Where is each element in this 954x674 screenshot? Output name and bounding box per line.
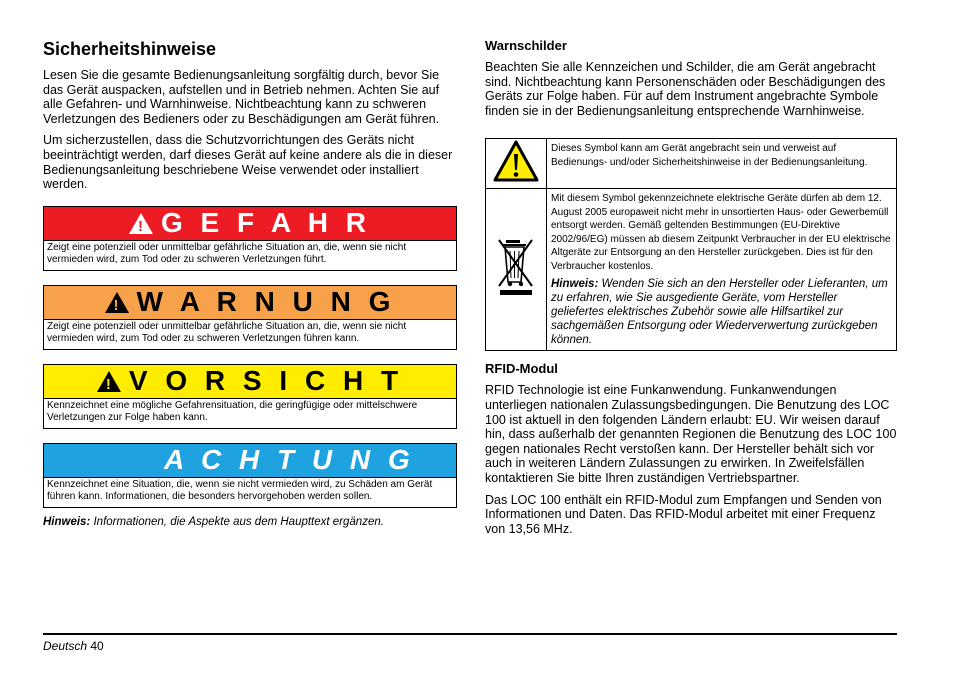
warning-symbol-description: Dieses Symbol kann am Gerät angebracht sein und verweist auf Bedienungs- und/oder Sicherheitshinweise in der Bedienungsanleitung. — [547, 139, 897, 189]
hazard-title-bar — [44, 207, 456, 240]
hazard-title-bar — [44, 286, 456, 319]
hazard-box — [43, 285, 457, 350]
hazard-description: Zeigt eine potenziell oder unmittelbar gefährliche Situation an, die, wenn sie nicht vermieden wird, zum Tod oder zu schweren Verletzungen führen kann. — [44, 319, 456, 349]
intro-paragraph: Lesen Sie die gesamte Bedienungsanleitung sorgfältig durch, bevor Sie das Gerät auspacken, aufstellen und in Betrieb nehmen. Achten Sie auf alle Gefahren- und Warnhinweise. Nichtbeachtung kann zu schweren Verletzungen des Bedieners oder zu Beschädigungen am Gerät führen. — [43, 68, 440, 126]
crossed-bin-icon — [496, 236, 536, 298]
warnschilder-paragraph: Beachten Sie alle Kennzeichen und Schilder, die am Gerät angebracht sind. Nichtbeachtung kann Personenschäden oder Beschädigungen des Geräts zur Folge haben. Für auf dem Instrument angebrachte Symbole finden sie in der Bedienungsanleitung entsprechende Warnhinweise. — [485, 60, 886, 118]
hazard-box — [43, 443, 457, 508]
table-row — [486, 189, 897, 351]
warning-triangle-icon: ! — [97, 371, 121, 392]
section-heading: Sicherheitshinweise — [43, 39, 217, 59]
weee-symbol-description — [547, 189, 897, 351]
hazard-description: Zeigt eine potenziell oder unmittelbar gefährliche Situation an, die, wenn sie nicht vermieden wird, zum Tod oder zu schweren Verletzungen führt. — [44, 240, 456, 270]
hazard-title: V O R S I C H T — [128, 365, 404, 397]
footer-page-number: 40 — [90, 639, 104, 653]
hazard-title-bar — [44, 444, 456, 477]
warnschilder-heading: Warnschilder — [485, 38, 567, 53]
symbol-table — [485, 138, 897, 351]
rfid-paragraph-2: Das LOC 100 enthält ein RFID-Modul zum Empfangen und Senden von Informationen und Daten. Das RFID-Modul arbeitet mit einer Frequenz von 13,56 MHz. — [485, 492, 882, 536]
weee-text: Mit diesem Symbol gekennzeichnete elektrische Geräte dürfen ab dem 12. August 2005 europaweit nicht mehr in unsortierten Haus- oder Gewerbemüll entsorgt werden. Gemäß geltenden Bestimmungen (EU-Direktive 2002/96/EG) müssen ab diesem Zeitpunkt Verbraucher in der EU elektrische Altgeräte zur Entsorgung an den Hersteller zurückgeben. Dies ist für den Verbraucher kostenlos. — [551, 193, 891, 272]
note-label: Hinweis: — [43, 515, 91, 528]
weee-symbol-cell — [486, 189, 547, 351]
warning-triangle-icon — [493, 140, 539, 182]
hazard-title: G E F A H R — [160, 207, 372, 239]
note-text: Informationen, die Aspekte aus dem Haupttext ergänzen. — [90, 515, 384, 528]
warning-triangle-icon: ! — [105, 292, 129, 313]
weee-note-label: Hinweis: — [551, 278, 599, 291]
warning-symbol-cell — [486, 139, 547, 189]
warning-triangle-icon: ! — [129, 213, 153, 234]
left-column — [43, 38, 457, 528]
rfid-heading: RFID-Modul — [485, 361, 558, 377]
hazard-title: A C H T U N G — [164, 444, 415, 476]
usage-paragraph: Um sicherzustellen, dass die Schutzvorrichtungen des Geräts nicht beeinträchtigt werden, darf dieses Gerät auf keine andere als die in dieser Bedienungsanleitung beschriebene Weise verwendet oder installiert werden. — [43, 133, 453, 192]
page-footer — [43, 639, 104, 653]
right-column — [485, 38, 897, 543]
rfid-paragraph-1: RFID Technologie ist eine Funkanwendung. Funkanwendungen unterliegen nationalen Zulassungsbedingungen. Die Benutzung des LOC 100 ist aktuell in den folgenden Ländern erlaubt: EU. Wir weisen darauf hin, dass außerhalb der genannten Regionen die Benutzung des LOC 100 gegen nationales Recht verstoßen kann. Der Hersteller behält sich vor auch in weiteren Ländern Zulassungen zu erwirken. In Zweifelsfällen kontaktieren Sie bitte Ihren zuständigen Vertriebspartner. — [485, 383, 897, 485]
table-row — [486, 139, 897, 189]
note — [43, 516, 457, 528]
hazard-description: Kennzeichnet eine Situation, die, wenn sie nicht vermieden wird, zu Schäden am Gerät führen kann. Informationen, die besonders hervorgehoben werden sollen. — [44, 477, 456, 507]
footer-language: Deutsch — [43, 639, 88, 653]
hazard-boxes — [43, 206, 457, 508]
hazard-title: W A R N U N G — [136, 286, 396, 318]
footer-divider — [43, 633, 897, 635]
hazard-description: Kennzeichnet eine mögliche Gefahrensituation, die geringfügige oder mittelschwere Verletzungen zur Folge haben kann. — [44, 398, 456, 428]
hazard-box — [43, 206, 457, 271]
weee-note — [551, 277, 892, 347]
weee-note-text: Wenden Sie sich an den Hersteller oder Lieferanten, um zu erfahren, wie Sie ausgediente Geräte, vom Hersteller geliefertes elektrisches Zubehör sowie alle Hilfsartikel zur sachgemäßen Entsorgung oder Wiederverwertung zurückgeben können. — [551, 278, 888, 347]
hazard-box — [43, 364, 457, 429]
hazard-title-bar — [44, 365, 456, 398]
